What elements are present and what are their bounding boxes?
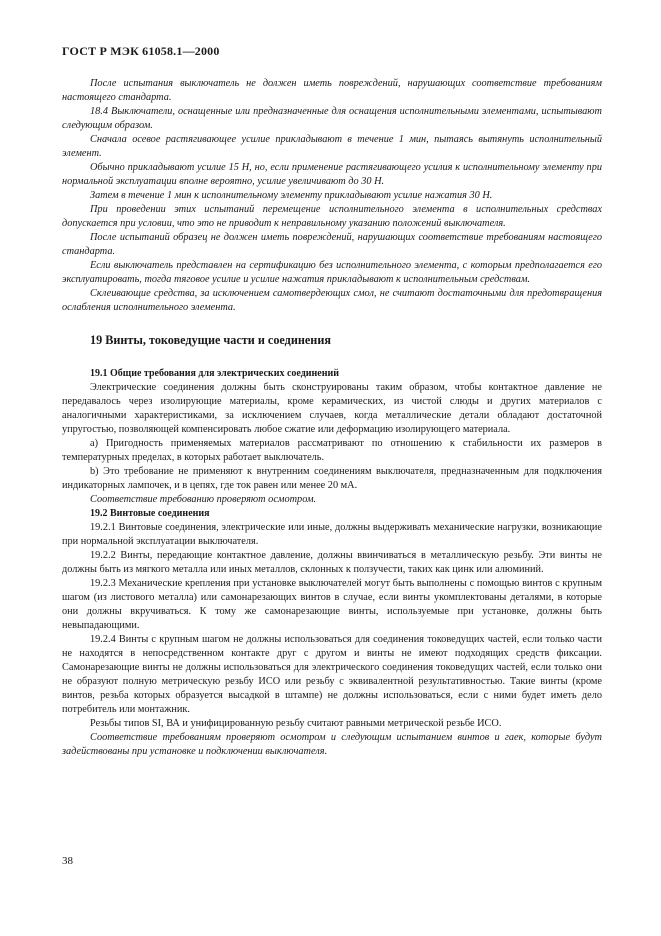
paragraph: После испытания выключатель не должен иметь повреждений, нарушающих соответствие требованиям настоящего стандарта. [62,78,602,103]
paragraph: Склеивающие средства, за исключением самотвердеющих смол, не считают достаточными для предотвращения ослабления исполнительного элемента. [62,288,602,313]
document-header: ГОСТ Р МЭК 61058.1—2000 [62,44,220,58]
paragraph-19-2-4: 19.2.4 Винты с крупным шагом не должны использоваться для соединения токоведущих частей, если только части не находятся в непосредственном контакте друг с другом и винты не имеют подходящих средств фиксации. Самонарезающие винты не должны использоваться для электрического соединения токоведущих частей, если только они не образуют полную метрическую резьбу ИСО или резьбу с эквивалентной результативностью. Такие винты (кроме винтов, резьба которых образуется высадкой в штампе) не должны использоваться, если с ними будет иметь дело потребитель или монтажник. [62,634,602,715]
page-number: 38 [62,855,73,867]
paragraph-19-2-3: 19.2.3 Механические крепления при установке выключателей могут быть выполнены с помощью винтов с крупным шагом (из листового металла) или самонарезающих винтов в случае, если винты укомплектованы деталями, в которые они должны вкручиваться. К тому же самонарезающие винты, используемые при установке, должны быть невыпадающими. [62,578,602,631]
paragraph: Электрические соединения должны быть сконструированы таким образом, чтобы контактное давление не передавалось через изолирующие материалы, кроме керамических, из чистой слюды и других материалов с аналогичными характеристиками, за исключением случаев, когда металлические детали обладают достаточной упругостью, позволяющей компенсировать любое сжатие или деформацию изолирующего материала. [62,382,602,435]
document-body [62,77,602,759]
paragraph: Соответствие требованиям проверяют осмотром и следующим испытанием винтов и гаек, которые будут задействованы при установке и подключении выключателя. [62,732,602,757]
paragraph-19-2-1: 19.2.1 Винтовые соединения, электрические или иные, должны выдерживать механические нагрузки, возникающие при нормальной эксплуатации выключателя. [62,522,602,547]
paragraph-19-2-2: 19.2.2 Винты, передающие контактное давление, должны ввинчиваться в металлическую резьбу. Эти винты не должны быть из мягкого металла или иных металлов, склонных к ползучести, таких как цинк или алюминий. [62,550,602,575]
section-title: 19 Винты, токоведущие части и соединения [90,333,331,347]
paragraph-18-4: 18.4 Выключатели, оснащенные или предназначенные для оснащения исполнительными элементами, испытывают следующим образом. [62,106,602,131]
paragraph: Резьбы типов SI, ВА и унифицированную резьбу считают равными метрической резьбе ИСО. [90,718,502,729]
paragraph: После испытаний образец не должен иметь повреждений, нарушающих соответствие требованиям настоящего стандарта. [62,232,602,257]
paragraph: Соответствие требованию проверяют осмотром. [90,494,317,505]
paragraph: Если выключатель представлен на сертификацию без исполнительного элемента, с которым предполагается его эксплуатировать, тогда тяговое усилие и усилие нажатия прикладывают к исполнительным средствам. [62,260,602,285]
paragraph: При проведении этих испытаний перемещение исполнительного элемента в исполнительных средствах допускается при условии, что это не приводит к неправильному указанию положений выключателя. [62,204,602,229]
paragraph: Сначала осевое растягивающее усилие прикладывают в течение 1 мин, пытаясь вытянуть исполнительный элемент. [62,134,602,159]
paragraph: Обычно прикладывают усилие 15 Н, но, если применение растягивающего усилия к исполнительному элементу при нормальной эксплуатации вполне вероятно, усилие увеличивают до 30 Н. [62,162,602,187]
list-item-b: b) Это требование не применяют к внутренним соединениям выключателя, предназначенным для подключения индикаторных лампочек, и в цепях, где ток равен или менее 20 мА. [62,466,602,491]
paragraph: Затем в течение 1 мин к исполнительному элементу прикладывают усилие нажатия 30 Н. [90,190,493,201]
subsection-title-19-2: 19.2 Винтовые соединения [90,508,210,519]
subsection-title-19-1: 19.1 Общие требования для электрических соединений [90,368,340,379]
list-item-a: а) Пригодность применяемых материалов рассматривают по отношению к стабильности их размеров в температурных пределах, в которых работает выключатель. [62,438,602,463]
